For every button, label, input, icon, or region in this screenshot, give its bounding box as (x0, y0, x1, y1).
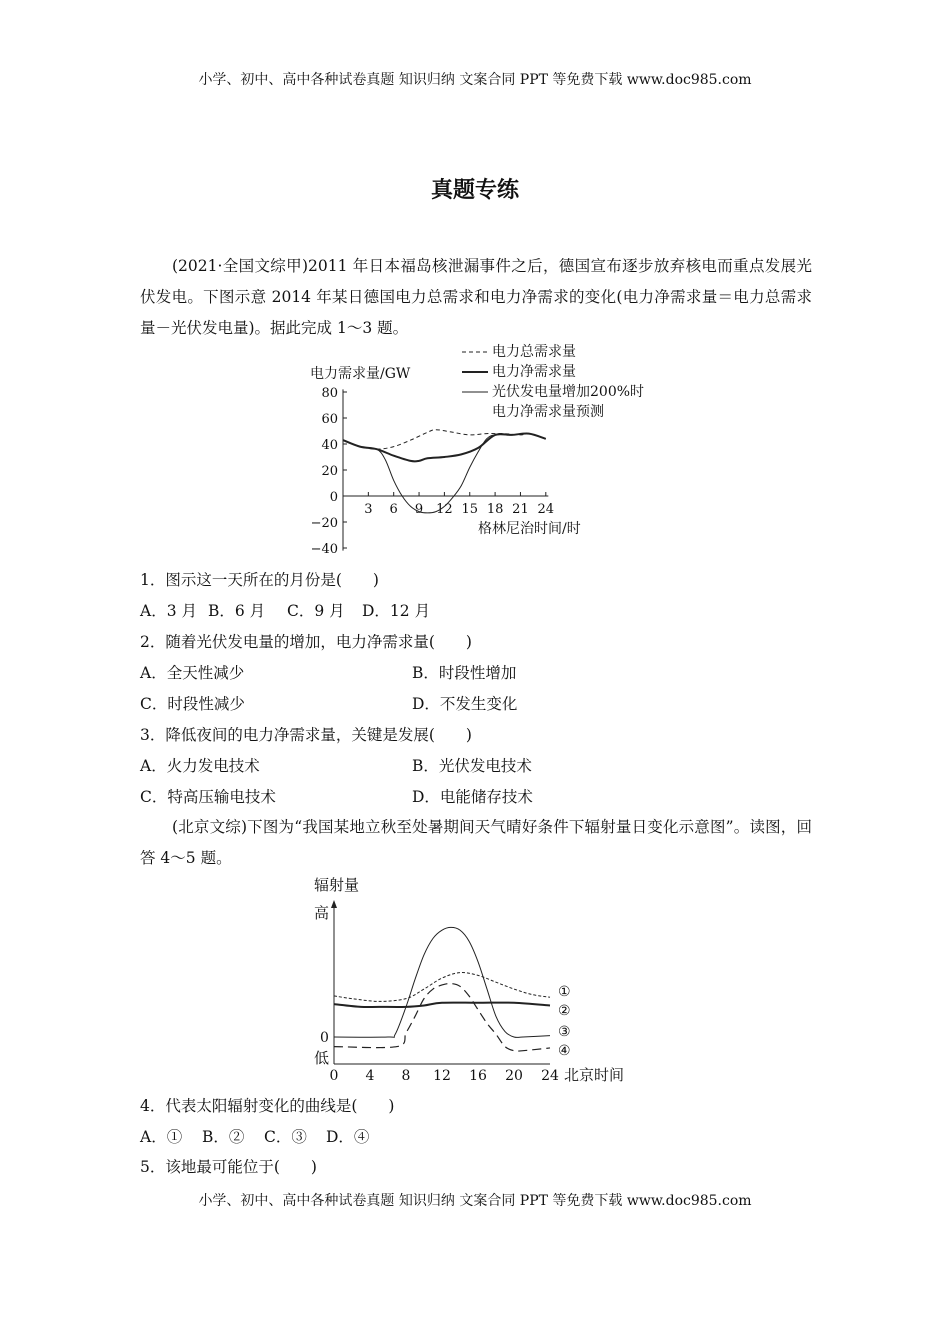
q3-option-c: C．特高压输电技术 (140, 788, 276, 806)
intro-paragraph-1: (2021·全国文综甲)2011 年日本福岛核泄漏事件之后，德国宣布逐步放弃核电而重点发展光伏发电。下图示意 2014 年某日德国电力总需求和电力净需求的变化(电力净需求量＝电力总需求量－光伏发电量)。据此完成 1～3 题。 (140, 257, 812, 337)
x-tick-label: 4 (365, 1068, 375, 1084)
q4-option-d: D．④ (326, 1128, 370, 1146)
y-bottom-label: 低 (314, 1049, 330, 1067)
x-tick-label: 18 (486, 502, 504, 517)
q2-option-c: C．时段性减少 (140, 695, 245, 713)
series-line-1 (334, 973, 550, 1002)
y-axis-arrow (331, 900, 337, 908)
x-tick-label: 12 (436, 502, 453, 517)
question-1-stem: 1．图示这一天所在的月份是( ) (140, 571, 379, 589)
page-footer: 小学、初中、高中各种试卷真题 知识归纳 文案合同 PPT 等免费下载 www.doc985.com (198, 1193, 752, 1209)
x-tick-label: 15 (461, 502, 479, 517)
q1-option-b: B．6 月 (208, 602, 266, 620)
x-axis-label: 格林尼治时间/时 (478, 521, 581, 537)
y-tick-label: 60 (321, 412, 338, 427)
series-label-1: ① (558, 984, 571, 1000)
legend-label-1: 电力总需求量 (492, 344, 576, 360)
y-tick-label: 40 (321, 438, 338, 453)
y-tick-label: 0 (329, 490, 338, 505)
series-label-2: ② (558, 1003, 571, 1019)
question-2-stem: 2．随着光伏发电量的增加，电力净需求量( ) (140, 633, 472, 651)
question-4-stem: 4．代表太阳辐射变化的曲线是( ) (140, 1097, 395, 1115)
x-tick-label: 6 (389, 502, 398, 517)
y-tick-label: −20 (310, 516, 338, 531)
legend-label-3: 光伏发电量增加200%时 (492, 384, 645, 400)
x-tick-label: 24 (537, 502, 555, 517)
series-line-3 (343, 433, 546, 512)
legend-label-4: 电力净需求量预测 (492, 404, 604, 420)
q4-option-a: A．① (140, 1128, 183, 1146)
series-label-3: ③ (558, 1024, 571, 1040)
intro-paragraph-2: (北京文综)下图为“我国某地立秋至处暑期间天气晴好条件下辐射量日变化示意图”。读图，回答 4～5 题。 (140, 818, 812, 867)
y-tick-label: 80 (321, 386, 338, 401)
y-top-label: 高 (314, 904, 330, 922)
radiation-chart (300, 872, 645, 1086)
x-tick-label: 3 (364, 502, 373, 517)
q2-option-d: D．不发生变化 (412, 695, 518, 713)
electricity-demand-chart (300, 342, 680, 562)
q1-option-a: A．3 月 (140, 602, 197, 620)
q4-option-b: B．② (202, 1128, 245, 1146)
x-axis-label: 北京时间 (564, 1066, 625, 1084)
y-axis-label: 辐射量 (314, 876, 360, 894)
x-tick-label: 0 (329, 1068, 339, 1084)
x-tick-label: 12 (433, 1068, 451, 1084)
x-tick-label: 16 (469, 1068, 487, 1084)
x-tick-label: 8 (401, 1068, 411, 1084)
q3-option-a: A．火力发电技术 (140, 757, 260, 775)
y-tick-label: 20 (321, 464, 338, 479)
series-line-1 (343, 430, 546, 450)
q3-option-b: B．光伏发电技术 (412, 757, 532, 775)
question-3-stem: 3．降低夜间的电力净需求量，关键是发展( ) (140, 726, 472, 744)
question-5-stem: 5．该地最可能位于( ) (140, 1158, 317, 1176)
y-tick-label: −40 (310, 542, 338, 557)
series-label-4: ④ (558, 1043, 571, 1059)
q4-option-c: C．③ (264, 1128, 307, 1146)
y-zero-label: 0 (320, 1030, 329, 1046)
page-header: 小学、初中、高中各种试卷真题 知识归纳 文案合同 PPT 等免费下载 www.doc985.com (198, 72, 752, 88)
q1-option-c: C．9 月 (287, 602, 345, 620)
legend-label-2: 电力净需求量 (492, 364, 576, 380)
y-axis-label: 电力需求量/GW (310, 366, 411, 382)
q2-option-a: A．全天性减少 (140, 664, 245, 682)
q2-option-b: B．时段性增加 (412, 664, 517, 682)
q3-option-d: D．电能储存技术 (412, 788, 533, 806)
x-tick-label: 20 (505, 1068, 523, 1084)
x-tick-label: 9 (414, 502, 424, 517)
series-line-4 (334, 984, 550, 1052)
series-line-3 (334, 927, 550, 1037)
x-tick-label: 24 (541, 1068, 559, 1084)
series-line-2 (343, 433, 546, 461)
x-tick-label: 21 (512, 502, 529, 517)
series-line-2 (334, 1003, 550, 1008)
page-title: 真题专练 (430, 177, 519, 203)
q1-option-d: D．12 月 (362, 602, 431, 620)
